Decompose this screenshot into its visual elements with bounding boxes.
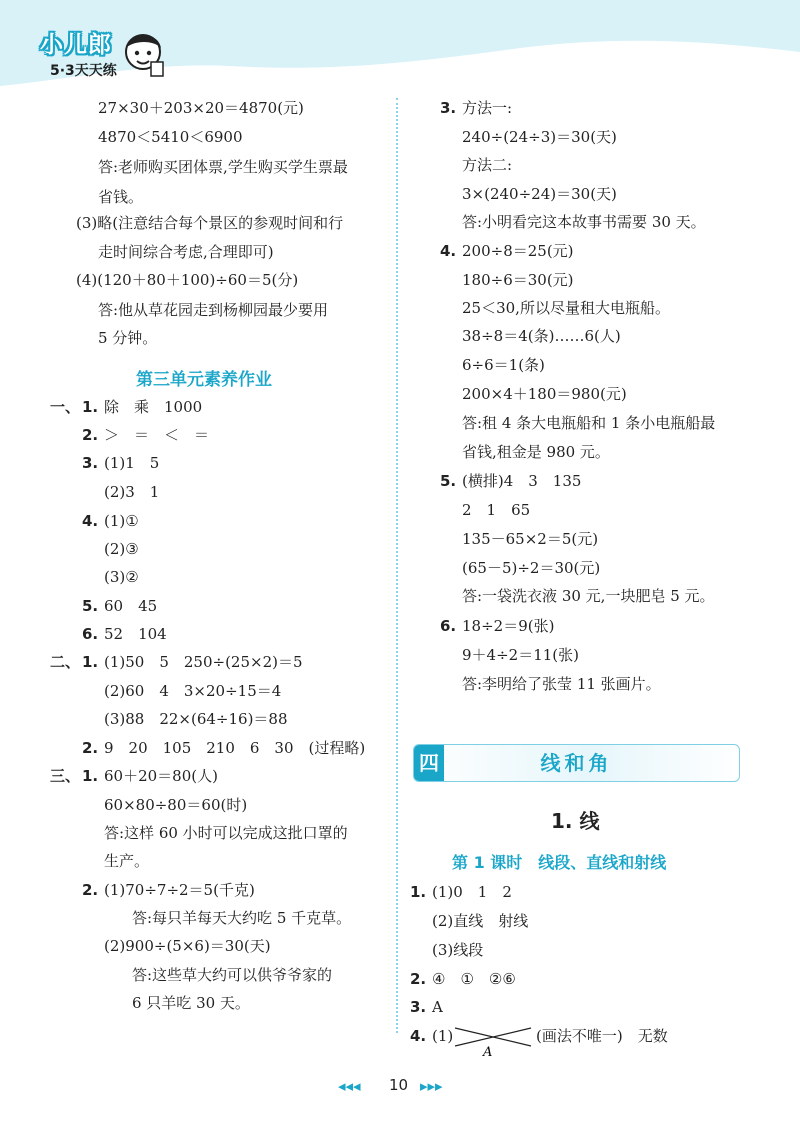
left-line-1: 27×30＋203×20＝4870(元) [98,99,304,117]
a4-line-4: 38÷8＝4(条)……6(人) [462,327,621,345]
subsection-title: 1. 线 [551,809,600,833]
r2-answer: 9 20 105 210 6 30 (过程略) [104,739,366,757]
s1-number: 1. [82,767,99,785]
unit-title: 线和角 [540,751,613,775]
lesson-title: 第 1 课时 线段、直线和射线 [452,853,667,872]
a6-line-1: 18÷2＝9(张) [462,617,555,635]
a3-line-5: 答:小明看完这本故事书需要 30 天。 [462,213,706,231]
s2-line-c: (2)900÷(5×6)＝30(天) [104,937,271,955]
a3-number: 3. [440,99,457,117]
q3-number: 3. [82,454,99,472]
part-two-mark: 二、 [50,653,81,671]
a3-line-4: 3×(240÷24)＝30(天) [462,185,617,203]
q4-number: 4. [82,512,99,530]
q4-answer-c: (3)② [104,568,139,586]
part-one-mark: 一、 [50,398,81,416]
b2-number: 2. [410,970,427,988]
b4-number: 4. [410,1027,427,1045]
q4-answer-a: (1)① [104,512,139,530]
section-title: 第三单元素养作业 [136,370,272,390]
r1-number: 1. [82,653,99,671]
a5-line-3: 135－65×2＝5(元) [462,530,599,548]
a4-line-2: 180÷6＝30(元) [462,271,574,289]
unit-badge: 四 [414,745,444,781]
left-line-9: 5 分钟。 [98,329,158,347]
s1-line-b: 60×80÷80＝60(时) [104,796,248,814]
q6-answer: 52 104 [104,625,167,643]
b4-suffix: (画法不唯一) 无数 [536,1027,668,1045]
a4-number: 4. [440,242,457,260]
a5-line-4: (65－5)÷2＝30(元) [462,559,601,577]
left-line-7: (4)(120＋80＋100)÷60＝5(分) [76,271,299,289]
a4-line-1: 200÷8＝25(元) [462,242,574,260]
a6-number: 6. [440,617,457,635]
b3-answer: A [432,998,443,1016]
b1-answer-c: (3)线段 [432,941,484,959]
mascot-icon [118,28,168,80]
s2-line-e: 6 只羊吃 30 天。 [132,994,250,1012]
s1-line-d: 生产。 [104,852,150,870]
prev-arrows-icon: ◂◂◂ [338,1077,361,1095]
q6-number: 6. [82,625,99,643]
left-line-8: 答:他从草花园走到杨柳园最少要用 [98,301,329,319]
q5-number: 5. [82,597,99,615]
s2-number: 2. [82,881,99,899]
page-number: 10 [389,1076,409,1094]
a6-line-2: 9＋4÷2＝11(张) [462,646,579,664]
q2-number: 2. [82,426,99,444]
a4-line-8: 省钱,租金是 980 元。 [462,443,610,461]
brand-logo-text: 小儿郎 [40,32,112,58]
left-line-2: 4870＜5410＜6900 [98,128,243,146]
q5-answer: 60 45 [104,597,158,615]
r1-answer-c: (3)88 22×(64÷16)＝88 [104,710,288,728]
q4-answer-b: (2)③ [104,540,139,558]
a3-line-1: 方法一: [462,99,513,117]
q1-number: 1. [82,398,99,416]
unit-banner [413,744,740,782]
s2-line-a: (1)70÷7÷2＝5(千克) [104,881,255,899]
q2-answer: ＞ ＝ ＜ ＝ [104,426,210,444]
left-line-6: 走时间综合考虑,合理即可) [98,243,274,261]
page-header [0,0,800,92]
b1-number: 1. [410,883,427,901]
brand-series: 5·3天天练 [50,63,117,79]
a5-number: 5. [440,472,457,490]
b4-prefix: (1) [432,1027,454,1045]
a6-line-3: 答:李明给了张莹 11 张画片。 [462,675,661,693]
a4-line-7: 答:租 4 条大电瓶船和 1 条小电瓶船最 [462,414,716,432]
a5-line-5: 答:一袋洗衣液 30 元,一块肥皂 5 元。 [462,587,715,605]
column-divider [396,98,398,1033]
a3-line-3: 方法二: [462,156,513,174]
left-line-4: 省钱。 [98,188,144,206]
left-line-3: 答:老师购买团体票,学生购买学生票最 [98,158,348,176]
crossing-lines-drawing [453,1024,533,1058]
b3-number: 3. [410,998,427,1016]
r2-number: 2. [82,739,99,757]
s1-line-a: 60＋20＝80(人) [104,767,218,785]
q3-answer-b: (2)3 1 [104,483,160,501]
q3-answer-a: (1)1 5 [104,454,160,472]
a4-line-3: 25＜30,所以尽量租大电瓶船。 [462,299,670,317]
next-arrows-icon: ▸▸▸ [420,1077,443,1095]
s1-line-c: 答:这样 60 小时可以完成这批口罩的 [104,824,348,842]
a3-line-2: 240÷(24÷3)＝30(天) [462,128,617,146]
a4-line-6: 200×4＋180＝980(元) [462,385,627,403]
b1-answer-b: (2)直线 射线 [432,912,529,930]
b2-answer: ④ ① ②⑥ [432,970,516,988]
q1-answer: 除 乘 1000 [104,398,203,416]
s2-line-d: 答:这些草大约可以供爷爷家的 [132,966,333,984]
r1-answer-b: (2)60 4 3×20÷15＝4 [104,682,282,700]
a5-line-2: 2 1 65 [462,501,531,519]
point-a-label: A [483,1045,493,1058]
a5-line-1: (横排)4 3 135 [462,472,582,490]
s2-line-b: 答:每只羊每天大约吃 5 千克草。 [132,909,352,927]
b1-answer-a: (1)0 1 2 [432,883,512,901]
a4-line-5: 6÷6＝1(条) [462,356,545,374]
part-three-mark: 三、 [50,767,81,785]
r1-answer-a: (1)50 5 250÷(25×2)＝5 [104,653,303,671]
left-line-5: (3)略(注意结合每个景区的参观时间和行 [76,214,344,232]
